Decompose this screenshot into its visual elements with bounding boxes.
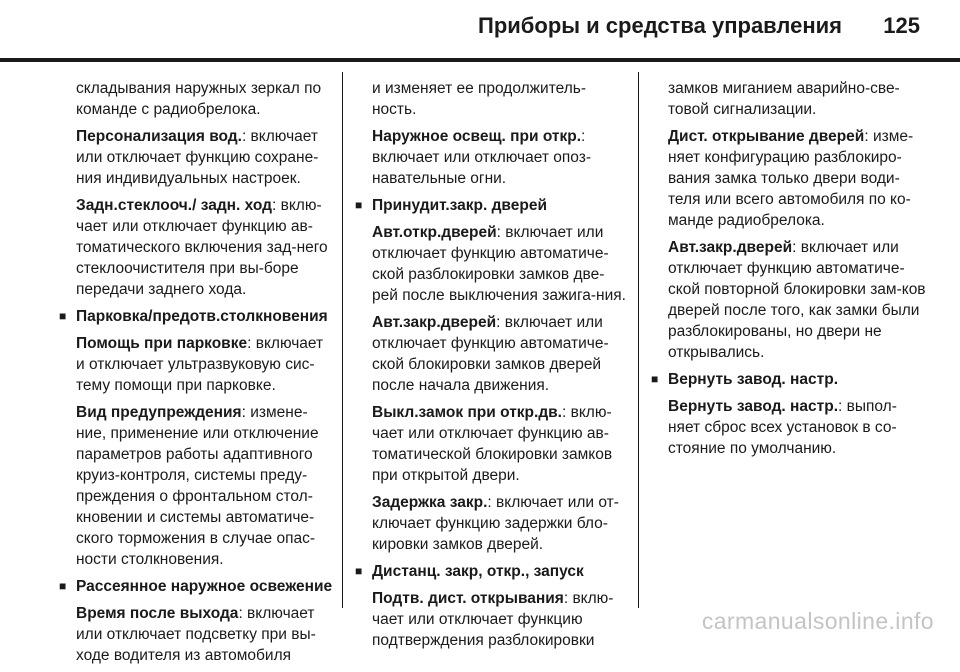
bullet-heading: ■ Парковка/предотв.столкновения <box>59 308 328 325</box>
bullet-heading: ■ Дистанц. закр, откр., запуск <box>355 563 584 580</box>
bullet-square-icon: ■ <box>355 198 363 212</box>
bullet-heading: ■ Рассеянное наружное освежение <box>59 578 333 595</box>
column-right <box>651 78 926 465</box>
bullet-heading: ■ Принудит.закр. дверей <box>355 197 547 214</box>
page-header <box>0 0 960 62</box>
paragraph: Авт.закр.дверей: включает или отключает функцию автоматиче-ской блокировки замков дверей после начала движения. <box>372 314 609 394</box>
paragraph: Подтв. дист. открывания: вклю-чает или отключает функцию подтверждения разблокировки <box>372 590 614 649</box>
term: Задн.стеклооч./ задн. ход <box>76 197 272 214</box>
term: Подтв. дист. открывания <box>372 590 564 607</box>
paragraph: Задержка закр.: включает или от-ключает функцию задержки бло-кировки замков дверей. <box>372 494 619 553</box>
term: Дист. открывание дверей <box>668 128 865 145</box>
term: Помощь при парковке <box>76 335 248 352</box>
paragraph: и изменяет ее продолжитель-ность. <box>372 80 587 118</box>
bullet-square-icon: ■ <box>651 372 659 386</box>
term: Авт.закр.дверей <box>668 239 793 256</box>
paragraph: Вид предупреждения: измене-ние, применение или отключение параметров работы адаптивного круиз-контроля, системы преду-преждения о фронтальном стол-кновении и системы автоматиче-ского торможения в случае опас-ности столкновения. <box>76 404 319 568</box>
bullet-square-icon: ■ <box>59 579 67 593</box>
column-left <box>59 78 334 672</box>
bullet-square-icon: ■ <box>59 309 67 323</box>
column-separator <box>638 72 639 608</box>
paragraph: складывания наружных зеркал по команде с радиобрелока. <box>76 80 322 118</box>
paragraph: Дист. открывание дверей: изме-няет конфигурацию разблокиро-вания замка только двери води-теля или всего автомобиля по ко-манде радиобрелока. <box>668 128 914 229</box>
term: Вернуть завод. настр. <box>668 398 839 415</box>
header-rule <box>0 58 960 62</box>
watermark: carmanualsonline.info <box>701 608 934 634</box>
term: Авт.закр.дверей <box>372 314 497 331</box>
term: Персонализация вод. <box>76 128 242 145</box>
paragraph: Наружное освещ. при откр.: включает или отключает опоз-навательные огни. <box>372 128 591 187</box>
paragraph: Авт.закр.дверей: включает или отключает функцию автоматиче-ской повторной блокировки зам-ков дверей после того, как замки были разблокированы, но двери не открывались. <box>668 239 926 361</box>
paragraph: Задн.стеклооч./ задн. ход: вклю-чает или отключает функцию ав-томатического включения зад-него стеклоочистителя при вы-боре передачи заднего хода. <box>76 197 328 298</box>
paragraph: Время после выхода: включает или отключает подсветку при вы-ходе водителя из автомобиля <box>76 605 316 664</box>
term: Авт.откр.дверей <box>372 224 497 241</box>
paragraph: Персонализация вод.: включает или отключает функцию сохране-ния индивидуальных настроек. <box>76 128 319 187</box>
term: Выкл.замок при откр.дв. <box>372 404 562 421</box>
paragraph: Вернуть завод. настр.: выпол-няет сброс всех установок в со-стояние по умолчанию. <box>668 398 897 457</box>
column-separator <box>342 72 343 608</box>
header-title: Приборы и средства управления <box>478 13 842 38</box>
page-number: 125 <box>883 13 920 38</box>
paragraph: Выкл.замок при откр.дв.: вклю-чает или отключает функцию ав-томатической блокировки замков при открытой двери. <box>372 404 613 484</box>
term: Наружное освещ. при откр. <box>372 128 582 145</box>
paragraph: замков миганием аварийно-све-товой сигнализации. <box>668 80 900 118</box>
term: Время после выхода <box>76 605 239 622</box>
paragraph: Помощь при парковке: включает и отключает ультразвуковую сис-тему помощи при парковке. <box>76 335 324 394</box>
paragraph: Авт.откр.дверей: включает или отключает функцию автоматиче-ской разблокировки замков две-рей после выключения зажига-ния. <box>372 224 626 304</box>
term: Задержка закр. <box>372 494 488 511</box>
bullet-heading: ■ Вернуть завод. настр. <box>651 371 839 388</box>
term: Вид предупреждения <box>76 404 242 421</box>
column-middle <box>355 78 630 657</box>
bullet-square-icon: ■ <box>355 564 363 578</box>
